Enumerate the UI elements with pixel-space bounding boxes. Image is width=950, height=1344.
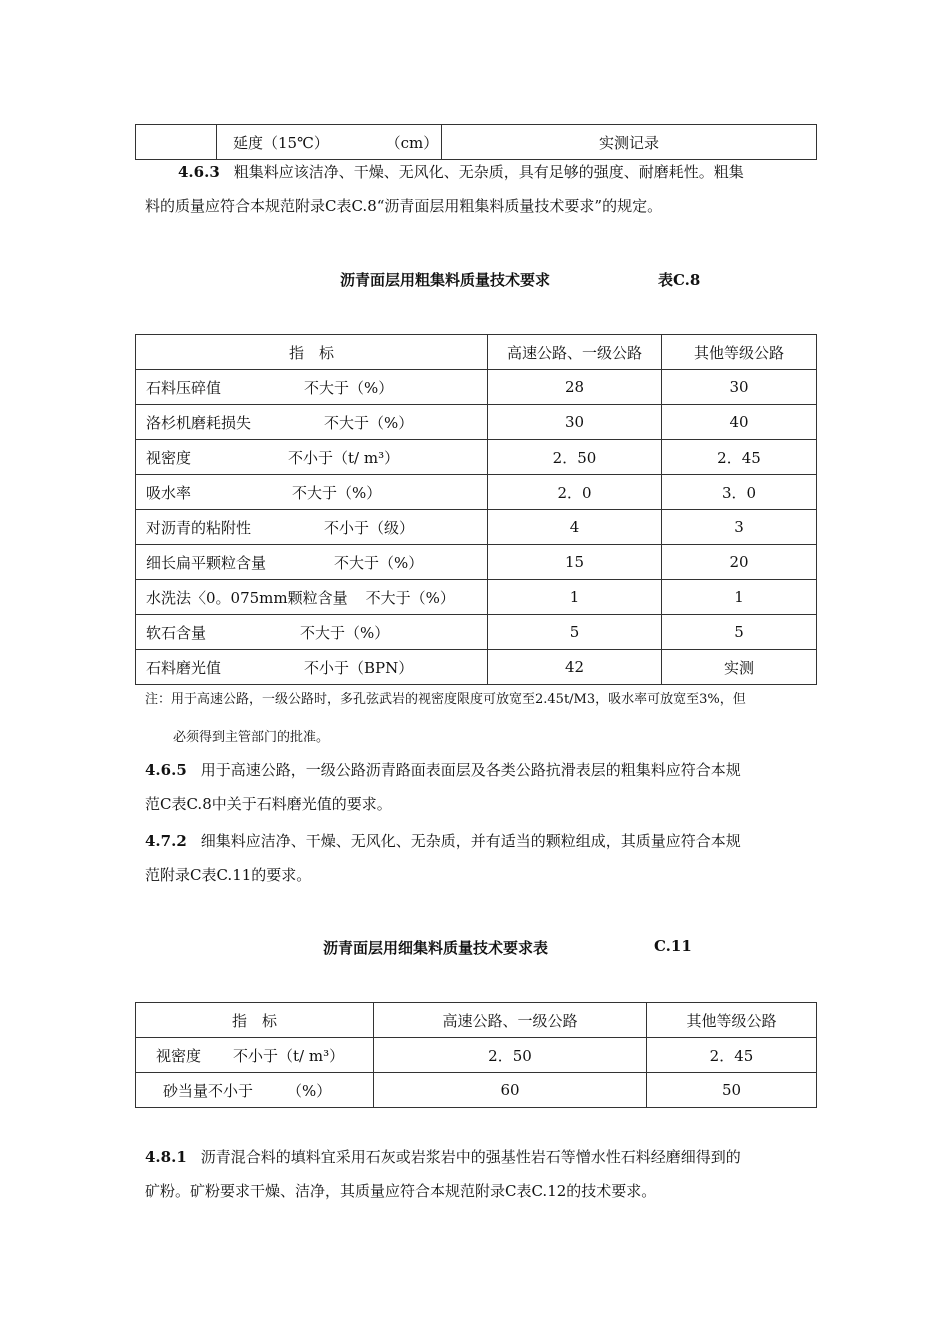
value-cell: 2．45: [647, 1038, 817, 1073]
indicator-name: 对沥青的粘附性: [146, 518, 252, 537]
table-row: [136, 545, 817, 580]
paragraph-line: 沥青混合料的填料宜采用石灰或岩浆岩中的强基性岩石等憎水性石料经磨细得到的: [200, 1148, 741, 1166]
indicator-name: 石料磨光值: [146, 658, 222, 677]
table-row: [136, 580, 817, 615]
indicator-name: 砂当量不小于: [163, 1081, 254, 1100]
value-cell: 2．50: [488, 440, 662, 475]
indicator-condition: 不大于（%）: [334, 553, 424, 572]
value-cell: 5: [662, 615, 817, 650]
indicator-cell: [136, 510, 488, 545]
indicator-name: 软石含量: [146, 623, 207, 642]
indicator-condition: 不大于（%）: [324, 413, 414, 432]
table-header-row: [136, 335, 817, 370]
column-header: 其他等级公路: [647, 1003, 817, 1038]
value-cell: 60: [374, 1073, 647, 1108]
table-c11: [135, 1002, 817, 1108]
value-cell: 3: [662, 510, 817, 545]
ductility-label: 延度（15℃）: [233, 133, 329, 152]
indicator-cell: [136, 545, 488, 580]
indicator-cell: [136, 1073, 374, 1108]
table-row: [136, 1073, 817, 1108]
column-header: 指 标: [136, 1003, 374, 1038]
value-cell: 30: [662, 370, 817, 405]
value-cell: 40: [662, 405, 817, 440]
indicator-cell: [136, 405, 488, 440]
paragraph-4-7-2: [145, 824, 815, 892]
indicator-condition: 不大于（%）: [365, 588, 455, 607]
paragraph-line: 用于高速公路，一级公路沥青路面表面层及各类公路抗滑表层的粗集料应符合本规: [200, 761, 741, 779]
table-row: [136, 405, 817, 440]
value-cell: 1: [662, 580, 817, 615]
value-cell: 3．0: [662, 475, 817, 510]
value-cell: 50: [647, 1073, 817, 1108]
indicator-condition: 不小于（BPN）: [304, 658, 414, 677]
value-cell: 2．50: [374, 1038, 647, 1073]
table-row: [136, 510, 817, 545]
clause-number: 4.7.2: [145, 832, 187, 850]
paragraph-line: 矿粉。矿粉要求干燥、洁净，其质量应符合本规范附录C表C.12的技术要求。: [145, 1182, 657, 1200]
value-cell: 1: [488, 580, 662, 615]
indicator-cell: [136, 440, 488, 475]
table-cell: 实测记录: [442, 125, 817, 160]
value-cell: 42: [488, 650, 662, 685]
table-title: [340, 269, 550, 290]
table-row: [136, 1038, 817, 1073]
value-cell: 28: [488, 370, 662, 405]
paragraph-4-8-1: [145, 1140, 815, 1208]
paragraph-4-6-5: [145, 753, 815, 821]
paragraph-line: 粗集料应该洁净、干燥、无风化、无杂质，具有足够的强度、耐磨耗性。粗集: [233, 163, 744, 181]
column-header: 其他等级公路: [662, 335, 817, 370]
table-note: [145, 680, 815, 758]
indicator-name: 视密度: [146, 448, 192, 467]
value-cell: 2．0: [488, 475, 662, 510]
indicator-condition: 不大于（%）: [304, 378, 394, 397]
table-ref: 表C.8: [658, 271, 701, 289]
value-cell: 实测: [662, 650, 817, 685]
paragraph-line: 范C表C.8中关于石料磨光值的要求。: [145, 795, 392, 813]
paragraph-4-6-3: [145, 155, 815, 223]
unit-label: （cm）: [385, 133, 439, 152]
indicator-cell: [136, 615, 488, 650]
indicator-cell: [136, 475, 488, 510]
table-header-row: [136, 1003, 817, 1038]
note-line: 必须得到主管部门的批准。: [173, 730, 330, 745]
indicator-condition: （%）: [287, 1081, 332, 1100]
table-ref: C.11: [654, 937, 692, 955]
indicator-name: 洛杉机磨耗损失: [146, 413, 252, 432]
indicator-name: 视密度: [156, 1046, 202, 1065]
clause-number: 4.6.5: [145, 761, 187, 779]
table-title: 沥青面层用细集料质量技术要求表: [323, 939, 549, 957]
table-row: [136, 370, 817, 405]
indicator-cell: [136, 1038, 374, 1073]
table-row: [136, 615, 817, 650]
indicator-condition: 不大于（%）: [300, 623, 390, 642]
indicator-cell: [136, 580, 488, 615]
paragraph-line: 范附录C表C.11的要求。: [145, 866, 312, 884]
indicator-name: 水洗法〈0。075mm颗粒含量: [146, 588, 348, 607]
table-row: [136, 440, 817, 475]
column-header: 指 标: [136, 335, 488, 370]
table-c8: [135, 334, 817, 685]
column-header: 高速公路、一级公路: [374, 1003, 647, 1038]
value-cell: 2．45: [662, 440, 817, 475]
indicator-condition: 不小于（级）: [324, 518, 415, 537]
value-cell: 20: [662, 545, 817, 580]
indicator-condition: 不小于（t/ m³）: [233, 1046, 345, 1065]
paragraph-line: 细集料应洁净、干燥、无风化、无杂质，并有适当的颗粒组成，其质量应符合本规: [200, 832, 741, 850]
indicator-cell: [136, 370, 488, 405]
indicator-name: 石料压碎值: [146, 378, 222, 397]
indicator-name: 吸水率: [146, 483, 192, 502]
table-title-text: 沥青面层用粗集料质量技术要求: [340, 271, 551, 289]
value-cell: 4: [488, 510, 662, 545]
indicator-name: 细长扁平颗粒含量: [146, 553, 267, 572]
table-row: [136, 475, 817, 510]
paragraph-line: 料的质量应符合本规范附录C表C.8“沥青面层用粗集料质量技术要求”的规定。: [145, 197, 663, 215]
value-cell: 15: [488, 545, 662, 580]
indicator-condition: 不大于（%）: [292, 483, 382, 502]
clause-number: 4.6.3: [178, 163, 220, 181]
value-cell: 5: [488, 615, 662, 650]
column-header: 高速公路、一级公路: [488, 335, 662, 370]
value-cell: 30: [488, 405, 662, 440]
note-line: 注：用于高速公路，一级公路时，多孔弦武岩的视密度限度可放宽至2.45t/M3，吸水率可放宽至3%，但: [145, 692, 746, 707]
indicator-condition: 不小于（t/ m³）: [288, 448, 400, 467]
clause-number: 4.8.1: [145, 1148, 187, 1166]
